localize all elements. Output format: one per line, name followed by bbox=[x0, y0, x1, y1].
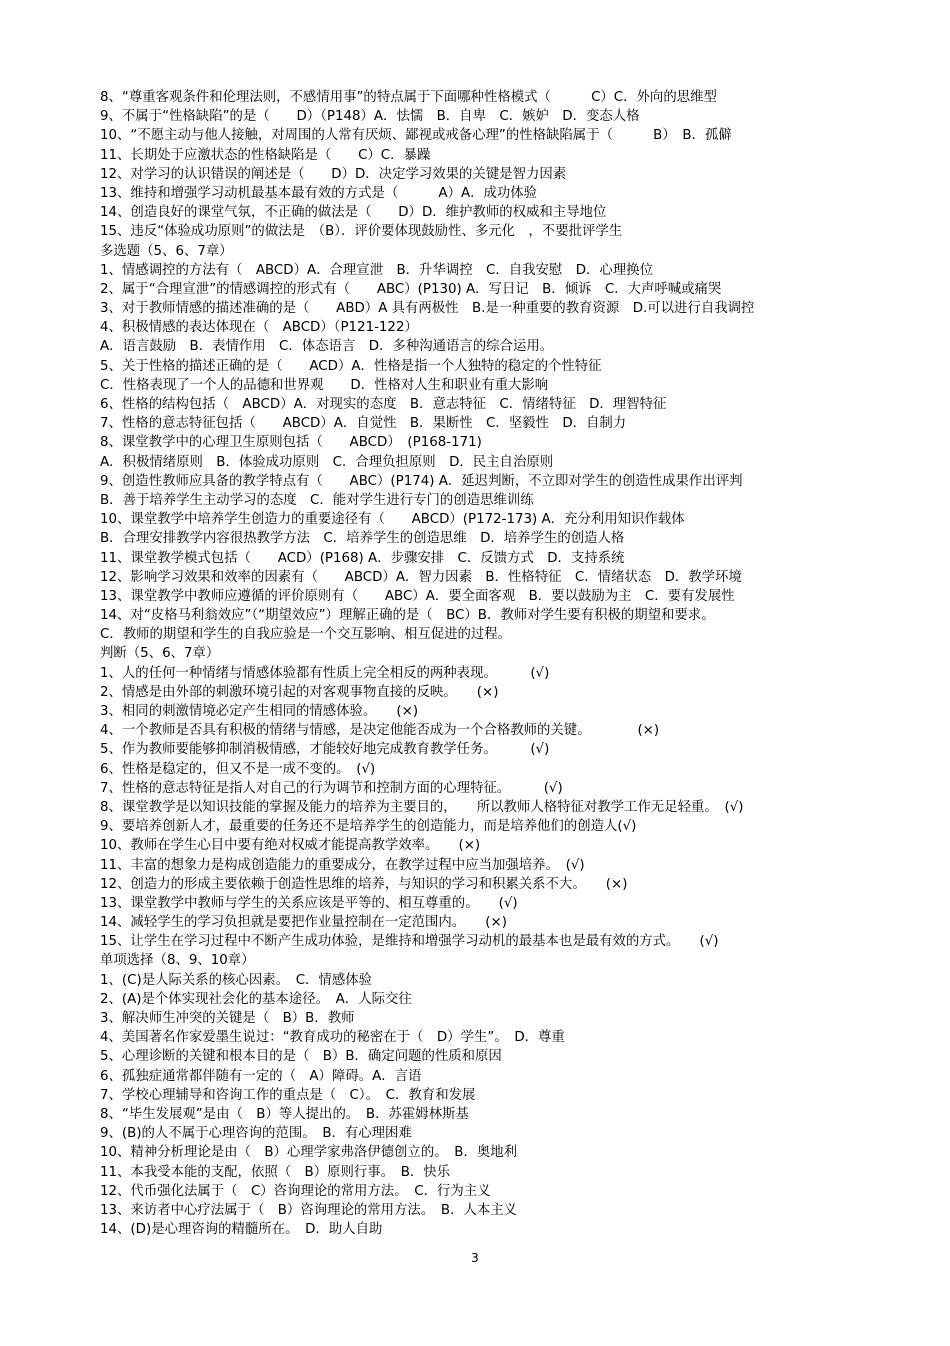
text-line: A．积极情绪原则 B．体验成功原则 C．合理负担原则 D．民主自治原则 bbox=[100, 454, 554, 470]
section-heading: 多选题（5、6、7章） bbox=[100, 243, 233, 259]
text-line: C．性格表现了一个人的品德和世界观 D．性格对人生和职业有重大影响 bbox=[100, 377, 549, 393]
text-line: 10、“不愿主动与他人接触，对周围的人常有厌烦、鄙视或戒备心理”的性格缺陷属于（ B） B．孤僻 bbox=[100, 128, 732, 144]
text-line: 14、(D)是心理咨询的精髓所在。 D．助人自助 bbox=[100, 1222, 383, 1238]
text-line: 1、(C)是人际关系的核心因素。 C．情感体验 bbox=[100, 972, 372, 988]
section-heading: 判断（5、6、7章） bbox=[100, 646, 220, 662]
text-line: 14、减轻学生的学习负担就是要把作业量控制在一定范围内。 (×) bbox=[100, 915, 507, 931]
text-line: 6、性格是稳定的，但又不是一成不变的。 (√) bbox=[100, 761, 376, 777]
text-line: 12、对学习的认识错误的阐述是（ D）D．决定学习效果的关键是智力因素 bbox=[100, 166, 567, 182]
text-line: 7、性格的意志特征是指人对自己的行为调节和控制方面的心理特征。 (√) bbox=[100, 780, 563, 796]
page-number: 3 bbox=[471, 1251, 479, 1265]
text-line: 13、课堂教学中教师与学生的关系应该是平等的、相互尊重的。 (√) bbox=[100, 895, 518, 911]
text-line: C．教师的期望和学生的自我应验是一个交互影响、相互促进的过程。 bbox=[100, 627, 512, 643]
text-line: 11、丰富的想象力是构成创造能力的重要成分，在教学过程中应当加强培养。 (√) bbox=[100, 857, 585, 873]
text-line: 13、课堂教学中教师应遵循的评价原则有（ ABC）A．要全面客观 B．要以鼓励为主 C．要有发展性 bbox=[100, 588, 735, 604]
text-line: 12、代币强化法属于（ C）咨询理论的常用方法。 C．行为主义 bbox=[100, 1183, 491, 1199]
text-line: 3、解决师生冲突的关键是（ B）B．教师 bbox=[100, 1011, 355, 1026]
text-line: 10、精神分析理论是由（ B）心理学家弗洛伊德创立的。 B．奥地利 bbox=[100, 1145, 518, 1161]
text-line: 5、关于性格的描述正确的是（ ACD）A．性格是指一个人独特的稳定的个性特征 bbox=[100, 358, 602, 374]
text-line: 8、“毕生发展观”是由（ B）等人提出的。 B．苏霍姆林斯基 bbox=[100, 1106, 469, 1122]
text-line: B．合理安排教学内容很热教学方法 C．培养学生的创造思维 D．培养学生的创造人格 bbox=[100, 531, 625, 547]
text-line: 14、对“皮格马利翁效应”（“期望效应”）理解正确的是（ BC）B．教师对学生要有积极的期望和要求。 bbox=[100, 608, 715, 624]
text-line: 14、创造良好的课堂气氛，不正确的做法是（ D）D．维护教师的权威和主导地位 bbox=[100, 205, 607, 221]
text-line: 6、孤独症通常都伴随有一定的（ A）障碍。A．言语 bbox=[100, 1068, 422, 1084]
text-line: 12、创造力的形成主要依赖于创造性思维的培养，与知识的学习和积累关系不大。 (×) bbox=[100, 876, 628, 892]
text-line: 9、创造性教师应具备的教学特点有（ ABC）(P174) A．延迟判断，不立即对学生的创造性成果作出评判 bbox=[100, 473, 743, 489]
text-line: 6、性格的结构包括（ ABCD）A．对现实的态度 B．意志特征 C．情绪特征 D．理智特征 bbox=[100, 397, 667, 412]
text-line: 12、影响学习效果和效率的因素有（ ABCD）A．智力因素 B．性格特征 C．情绪状态 D．教学环境 bbox=[100, 569, 742, 585]
text-line: 2、(A)是个体实现社会化的基本途径。 A．人际交往 bbox=[100, 991, 412, 1007]
text-line: 15、让学生在学习过程中不断产生成功体验，是维持和增强学习动机的最基本也是最有效的方式。 (√) bbox=[100, 934, 719, 950]
text-line: 2、属于“合理宣泄”的情感调控的形式有（ ABC）(P130) A．写日记 B．倾诉 C．大声呼喊或痛哭 bbox=[100, 281, 722, 297]
text-line: 13、来访者中心疗法属于（ B）咨询理论的常用方法。 B．人本主义 bbox=[100, 1202, 518, 1218]
text-line: 10、课堂教学中培养学生创造力的重要途径有（ ABCD）(P172-173) A．充分利用知识作载体 bbox=[100, 512, 685, 528]
text-line: A．语言鼓励 B．表情作用 C．体态语言 D．多种沟通语言的综合运用。 bbox=[100, 339, 554, 355]
section-heading: 单项选择（8、9、10章） bbox=[100, 953, 255, 969]
text-line: 3、相同的刺激情境必定产生相同的情感体验。 (×) bbox=[100, 704, 419, 719]
text-line: 13、维持和增强学习动机最基本最有效的方式是（ A）A．成功体验 bbox=[100, 185, 538, 201]
document-page bbox=[100, 88, 890, 1328]
text-line: 7、性格的意志特征包括（ ABCD）A．自觉性 B．果断性 C．坚毅性 D．自制力 bbox=[100, 416, 627, 432]
text-line: 1、情感调控的方法有（ ABCD）A．合理宣泄 B．升华调控 C．自我安慰 D．心理换位 bbox=[100, 262, 653, 278]
text-line: 9、不属于“性格缺陷”的是（ D）（P148）A．怯懦 B．自卑 C．嫉妒 D．变态人格 bbox=[100, 109, 640, 125]
text-line: 11、长期处于应激状态的性格缺陷是（ C）C．暴躁 bbox=[100, 147, 431, 163]
text-line: 8、课堂教学是以知识技能的掌握及能力的培养为主要目的， 所以教师人格特征对教学工作无足轻重。 (√) bbox=[100, 799, 744, 815]
text-line: B．善于培养学生主动学习的态度 C．能对学生进行专门的创造思维训练 bbox=[100, 492, 534, 508]
text-line: 8、“尊重客观条件和伦理法则，不感情用事”的特点属于下面哪种性格模式（ C）C．外向的思维型 bbox=[100, 90, 717, 105]
text-line: 8、课堂教学中的心理卫生原则包括（ ABCD） (P168-171) bbox=[100, 435, 482, 451]
text-line: 9、(B)的人不属于心理咨询的范围。 B．有心理困难 bbox=[100, 1126, 412, 1142]
text-line: 10、教师在学生心目中要有绝对权威才能提高教学效率。 (×) bbox=[100, 838, 481, 854]
text-line: 1、人的任何一种情绪与情感体验都有性质上完全相反的两种表现。 (√) bbox=[100, 665, 550, 681]
text-line: 9、要培养创新人才，最重要的任务还不是培养学生的创造能力，而是培养他们的创造人(√) bbox=[100, 819, 637, 835]
text-line: 11、本我受本能的支配，依照（ B）原则行事。 B．快乐 bbox=[100, 1164, 451, 1180]
text-line: 5、作为教师要能够抑制消极情感，才能较好地完成教育教学任务。 (√) bbox=[100, 742, 550, 758]
text-line: 3、对于教师情感的描述准确的是（ ABD）A 具有两极性 B.是一种重要的教育资源 D.可以进行自我调控 bbox=[100, 301, 755, 317]
text-line: 4、美国著名作家爱墨生说过：“教育成功的秘密在于（ D）学生”。 D．尊重 bbox=[100, 1030, 565, 1046]
text-line: 2、情感是由外部的刺激环境引起的对客观事物直接的反映。 (×) bbox=[100, 684, 499, 700]
text-line: 4、积极情感的表达体现在（ ABCD）（P121-122） bbox=[100, 320, 418, 336]
text-line: 7、学校心理辅导和咨询工作的重点是（ C）。 C．教育和发展 bbox=[100, 1087, 476, 1103]
text-line: 11、课堂教学模式包括（ ACD）(P168) A．步骤安排 C．反馈方式 D．支持系统 bbox=[100, 550, 625, 566]
text-line: 15、违反“体验成功原则”的做法是 （B）．评价要体现鼓励性、多元化 ，不要批评学生 bbox=[100, 224, 623, 240]
text-line: 4、一个教师是否具有积极的情绪与情感，是决定他能否成为一个合格教师的关键。 (×) bbox=[100, 723, 660, 739]
text-line: 5、心理诊断的关键和根本目的是（ B）B．确定问题的性质和原因 bbox=[100, 1049, 502, 1065]
